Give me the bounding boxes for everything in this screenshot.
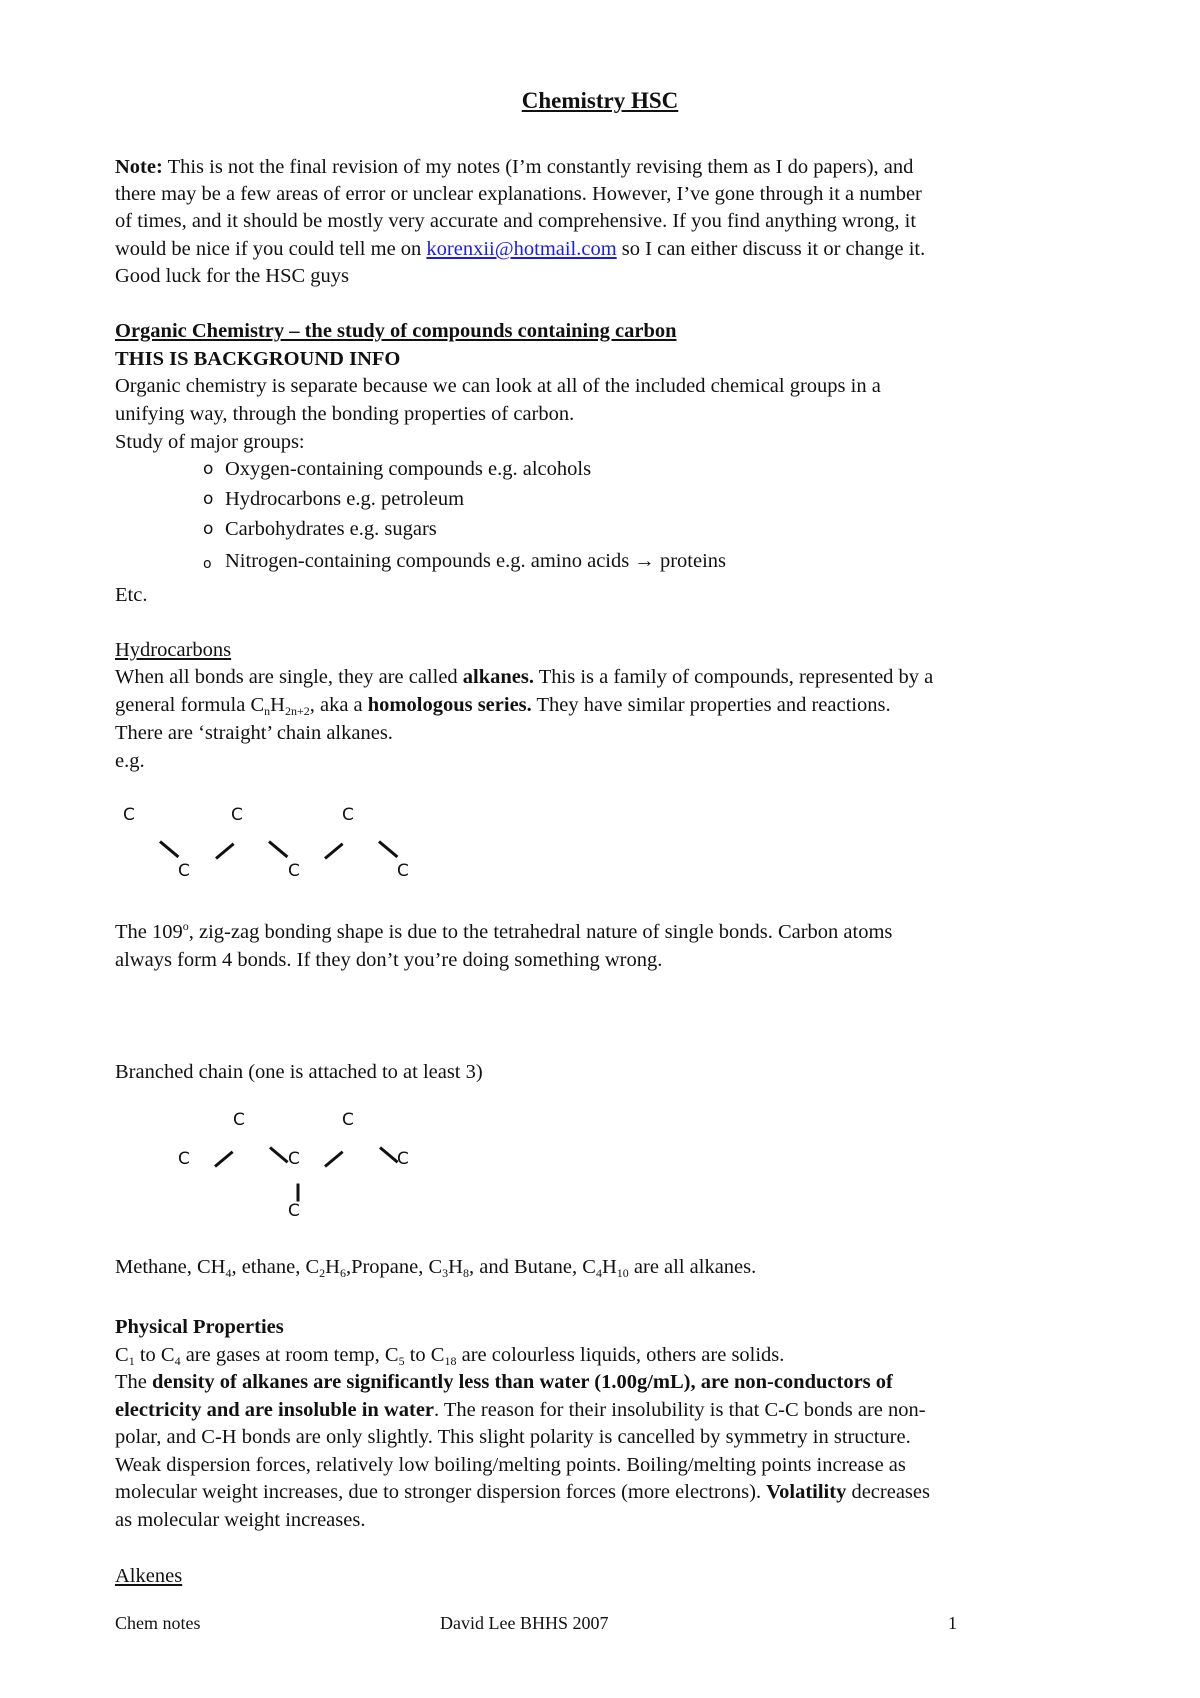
physical-line-1: $C_1$ to $C_4$ are gases at room temp, $C_5$ to $C_{18}$ are colourless liquids, others are solids.: [115, 1344, 785, 1368]
physical-line-5: Weak dispersion forces, relatively low boiling/melting points. Boiling/melting points increase as: [115, 1454, 906, 1476]
single-bond: [214, 1151, 234, 1168]
single-bond: [324, 1151, 344, 1168]
carbon-atom: C: [123, 805, 135, 825]
note-line-1: Note: This is not the final revision of my notes (I’m constantly revising them as I do papers), and: [115, 156, 914, 178]
carbon-atom: C: [397, 861, 409, 881]
page-title: Chemistry HSC: [521, 88, 679, 113]
note-line-5: Good luck for the HSC guys: [115, 265, 350, 287]
note-line-4: would be nice if you could tell me on korenxii@hotmail.com so I can either discuss it or change it.: [115, 238, 926, 260]
hydrocarbons-line-2: general formula $C_nH_{2n+2}$, aka a homologous series. They have similar properties and reactions.: [115, 694, 891, 718]
organic-heading: Organic Chemistry – the study of compounds containing carbon: [115, 320, 677, 342]
single-bond: [297, 1184, 300, 1202]
single-bond: [378, 840, 398, 858]
hydrocarbons-heading: Hydrocarbons: [115, 639, 232, 661]
background-info-heading: THIS IS BACKGROUND INFO: [115, 348, 401, 370]
carbon-atom: C: [231, 805, 243, 825]
single-bond: [159, 840, 179, 858]
organic-paragraph-line-1: Organic chemistry is separate because we can look at all of the included chemical groups in a: [115, 375, 881, 397]
physical-properties-heading: Physical Properties: [115, 1316, 284, 1338]
carbon-atom: C: [397, 1149, 409, 1169]
organic-paragraph-line-2: unifying way, through the bonding properties of carbon.: [115, 403, 575, 425]
hydrocarbons-line-1: When all bonds are single, they are called alkanes. This is a family of compounds, represented by a: [115, 666, 934, 688]
single-bond: [268, 840, 288, 858]
carbon-atom: C: [288, 1149, 300, 1169]
carbon-atom: C: [342, 805, 354, 825]
branched-chain-label: Branched chain (one is attached to at least 3): [115, 1061, 483, 1083]
zigzag-line-2: always form 4 bonds. If they don’t you’re doing something wrong.: [115, 949, 663, 971]
bullet-marker-icon: o: [203, 519, 214, 539]
single-bond: [379, 1146, 399, 1163]
carbon-atom: C: [178, 1149, 190, 1169]
email-link[interactable]: korenxii@hotmail.com: [426, 238, 617, 260]
arrow-right-icon: →: [634, 550, 655, 572]
study-groups-label: Study of major groups:: [115, 431, 305, 453]
physical-line-2: The density of alkanes are significantly less than water (1.00g/mL), are non-conductors of: [115, 1371, 893, 1393]
alkenes-heading: Alkenes: [115, 1565, 183, 1587]
eg-label: e.g.: [115, 750, 145, 772]
carbon-atom: C: [288, 861, 300, 881]
hydrocarbons-line-3: There are ‘straight’ chain alkanes.: [115, 722, 393, 744]
single-bond: [269, 1146, 289, 1163]
footer-left: Chem notes: [115, 1613, 201, 1633]
carbon-atom: C: [342, 1110, 354, 1130]
physical-line-7: as molecular weight increases.: [115, 1509, 366, 1531]
bullet-marker-icon: o: [203, 489, 214, 509]
etc-text: Etc.: [115, 584, 148, 606]
single-bond: [215, 843, 235, 860]
physical-line-3: electricity and are insoluble in water. The reason for their insolubility is that C-C bonds are non-: [115, 1399, 926, 1421]
alkanes-examples-line: Methane, $CH_4$, ethane, $C_2H_6,Propane$, $C_3H_8$, and Butane, $C_4H_{10}$ are all alkanes.: [115, 1256, 757, 1280]
carbon-atom: C: [288, 1201, 300, 1221]
bullet-marker-icon: o: [203, 459, 214, 479]
footer-center: David Lee BHHS 2007: [440, 1613, 609, 1633]
single-bond: [324, 843, 344, 860]
physical-line-4: polar, and C-H bonds are only slightly. This slight polarity is cancelled by symmetry in structure.: [115, 1426, 911, 1448]
note-line-3: of times, and it should be mostly very accurate and comprehensive. If you find anything wrong, it: [115, 210, 917, 232]
bullet-marker-icon: o: [203, 556, 212, 572]
note-label: Note:: [115, 156, 163, 178]
carbon-atom: C: [178, 861, 190, 881]
document-page: Chemistry HSC Note: This is not the final revision of my notes (I’m constantly revising them as I do papers), and there may be a few areas of error or unclear explanations. However, I’ve gone through it a number of times, and it should be mostly very accurate and comprehensive. If you find anything wrong, it would be nice if you could tell me on korenxii@hotmail.com so I can either discuss it or change it. Good luck for the HSC guys Organic Chemistry – the study of compounds containing carbon THIS IS BACKGROUND INFO Organic chemistry is separate because we can look at all of the included chemical groups in a unifying way, through the bonding properties of carbon. Study of major groups: o Oxygen-containing compounds e.g. alcohols o Hydrocarbons e.g. petroleum o Carbohydrates e.g. sugars o Nitrogen-containing compounds e.g. amino acids → proteins Etc. Hydrocarbons When all bonds are single, they are called alkanes. This is a family of compounds, represented by a general formula $C_nH_{2n+2}$, aka a homologous series. They have similar properties and reactions. There are ‘straight’ chain alkanes. e.g. C C C C C C The 109$^o$, zig-zag bonding shape is due to the tetrahedral nature of single bonds. Carbon atoms always form 4 bonds. If they don’t you’re doing something wrong. Branched chain (one is attached to at least 3) C C C C C C Methane, $CH_4$, ethane, $C_2H_6,Propane$, $C_3H_8$, and Butane, $C_4H_{10}$ are all alkanes. Physical Properties $C_1$ to $C_4$ are gases at room temp, $C_5$ to $C_{18}$ are colourless liquids, others are solids. The density of alkanes are significantly less than water (1.00g/mL), are non-conductors of electricity and are insoluble in water. The reason for their insolubility is that C-C bonds are non- polar, and C-H bonds are only slightly. This slight polarity is cancelled by symmetry in structure. Weak dispersion forces, relatively low boiling/melting points. Boiling/melting points increase as molecular weight increases, due to stronger dispersion forces (more electrons). Volatility decreases as molecular weight increases. Alkenes Chem notes David Lee BHHS 2007 1: [0, 0, 1200, 1698]
note-line-2: there may be a few areas of error or unclear explanations. However, I’ve gone through it a number: [115, 183, 922, 205]
zigzag-line-1: The 109$^o$, zig-zag bonding shape is due to the tetrahedral nature of single bonds. Carbon atoms: [115, 919, 893, 943]
physical-line-6: molecular weight increases, due to stronger dispersion forces (more electrons). Volatility decreases: [115, 1481, 930, 1503]
page-number: 1: [948, 1613, 957, 1633]
carbon-atom: C: [233, 1110, 245, 1130]
